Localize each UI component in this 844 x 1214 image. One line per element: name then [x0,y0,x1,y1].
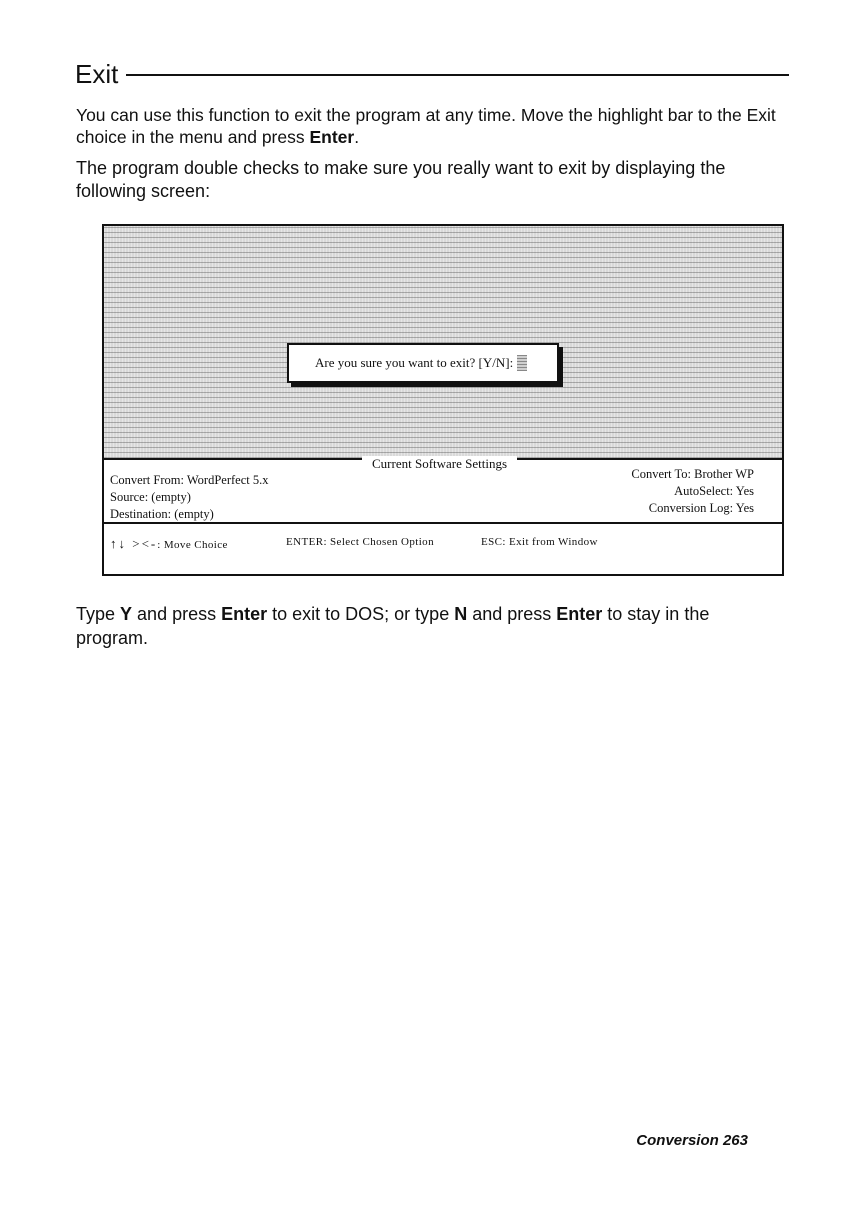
p3-text-b: Y [120,604,133,624]
description-paragraph: The program double checks to make sure you really want to exit by displaying the following screen: [76,158,726,201]
enter-hint: ENTER: Select Chosen Option [286,536,434,548]
esc-hint: ESC: Exit from Window [481,536,598,548]
p3-text-e: to exit to DOS; or type [267,604,455,624]
section-heading: Exit [75,58,119,89]
key-help-bar [104,524,782,574]
page-footer [636,1132,748,1149]
settings-title: Current Software Settings [362,456,517,472]
heading-rule [126,74,789,76]
p1-text-b: Exit [746,105,776,125]
p3-text-c: and press [132,604,222,624]
p3-text-f: N [454,604,468,624]
instruction-paragraph [76,602,786,650]
autoselect-setting: AutoSelect: Yes [674,484,754,498]
p1-text-c: choice in the menu and press [76,127,310,147]
shaded-background [104,226,782,458]
footer-page-number: 263 [722,1132,748,1149]
p1-text-d: Enter [309,127,355,147]
convert-from-setting: Convert From: WordPerfect 5.x [110,473,269,487]
p1-text-e: . [354,127,360,147]
footer-section: Conversion [636,1132,719,1149]
arrow-keys-icon: ↑↓ ><- [110,536,158,551]
move-choice-label: : Move Choice [157,539,228,551]
settings-left-column [110,472,268,523]
p1-text-a: You can use this function to exit the program at any time. Move the highlight bar to the [76,105,747,125]
conversion-log-setting: Conversion Log: Yes [648,501,754,515]
p3-text-a: Type [76,604,121,624]
settings-panel [104,458,782,524]
destination-setting: Destination: (empty) [110,507,214,521]
dialog-prompt: Are you sure you want to exit? [Y/N]: [315,355,514,370]
exit-confirm-dialog [287,343,559,383]
section-heading-row [75,56,789,92]
p3-text-d: Enter [221,604,268,624]
source-setting: Source: (empty) [110,490,191,504]
settings-right-column [631,466,754,517]
exit-screen-figure [102,224,784,576]
move-choice-hint [110,536,228,552]
intro-paragraph [76,104,786,148]
p3-text-h: Enter [556,604,603,624]
convert-to-setting: Convert To: Brother WP [631,467,754,481]
input-cursor[interactable] [517,355,527,371]
p3-text-i: to stay in the program. [76,604,710,648]
p3-text-g: and press [467,604,557,624]
